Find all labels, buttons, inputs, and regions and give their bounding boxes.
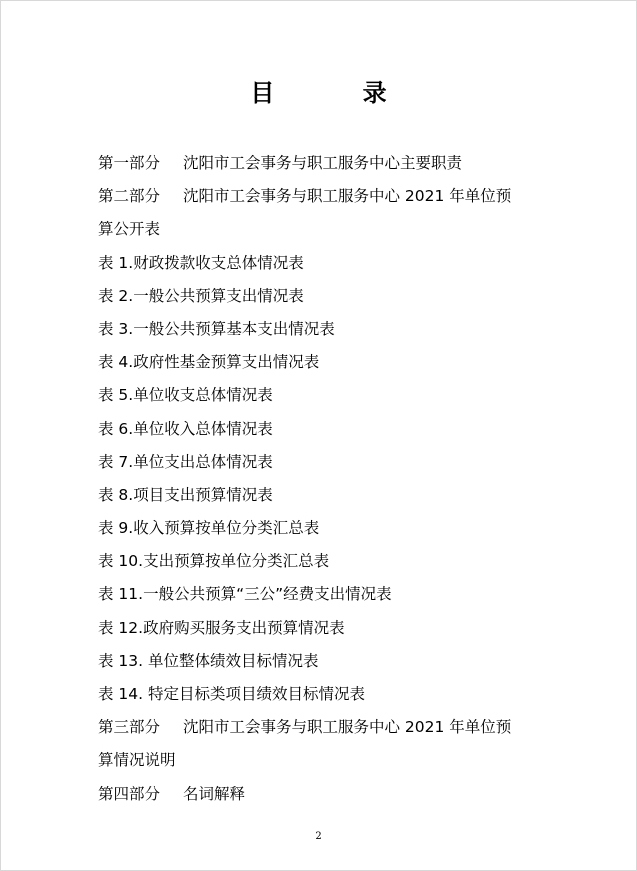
toc-item-table-12[interactable]: 表 12.政府购买服务支出预算情况表 — [98, 618, 345, 637]
toc-item-table-8[interactable]: 表 8.项目支出预算情况表 — [98, 485, 273, 504]
toc-item-table-9[interactable]: 表 9.收入预算按单位分类汇总表 — [98, 519, 320, 538]
page-title: 目 录 — [250, 79, 427, 107]
toc-item-part2[interactable] — [98, 180, 553, 213]
toc-item-part1[interactable] — [98, 147, 553, 180]
page-number: 2 — [315, 831, 322, 842]
toc-item-table-6[interactable]: 表 6.单位收入总体情况表 — [98, 419, 273, 438]
toc-part-text-continued: 算情况说明 — [98, 751, 176, 770]
toc-item-part3-continued[interactable] — [98, 744, 553, 777]
toc-part-text: 沈阳市工会事务与职工服务中心 2021 年单位预 — [183, 187, 512, 206]
toc-part-text-continued: 算公开表 — [98, 220, 161, 239]
toc-item-table-10[interactable]: 表 10.支出预算按单位分类汇总表 — [98, 552, 330, 571]
toc-part-label: 第三部分 — [98, 718, 161, 737]
toc-item-table-14[interactable]: 表 14. 特定目标类项目绩效目标情况表 — [98, 685, 366, 703]
toc-item-table-2[interactable]: 表 2.一般公共预算支出情况表 — [98, 286, 304, 305]
table-of-contents — [98, 147, 553, 811]
toc-part-label: 第二部分 — [98, 187, 161, 206]
toc-item-table-5[interactable]: 表 5.单位收支总体情况表 — [98, 386, 273, 405]
toc-item-table-11[interactable]: 表 11.一般公共预算“三公”经费支出情况表 — [98, 585, 392, 604]
toc-part-text: 沈阳市工会事务与职工服务中心 2021 年单位预 — [183, 718, 512, 737]
toc-part-text: 名词解释 — [183, 784, 246, 803]
toc-item-part3[interactable] — [98, 711, 553, 744]
toc-item-part2-continued[interactable] — [98, 213, 553, 246]
toc-item-table-4[interactable]: 表 4.政府性基金预算支出情况表 — [98, 353, 320, 372]
toc-item-table-13[interactable]: 表 13. 单位整体绩效目标情况表 — [98, 651, 319, 670]
toc-part-text: 沈阳市工会事务与职工服务中心主要职责 — [183, 154, 463, 172]
toc-item-part4[interactable] — [98, 778, 553, 811]
toc-item-table-3[interactable]: 表 3.一般公共预算基本支出情况表 — [98, 319, 335, 338]
toc-part-label: 第一部分 — [98, 154, 161, 172]
toc-part-label: 第四部分 — [98, 784, 161, 803]
toc-item-table-7[interactable]: 表 7.单位支出总体情况表 — [98, 452, 273, 471]
toc-item-table-1[interactable]: 表 1.财政拨款收支总体情况表 — [98, 253, 304, 272]
